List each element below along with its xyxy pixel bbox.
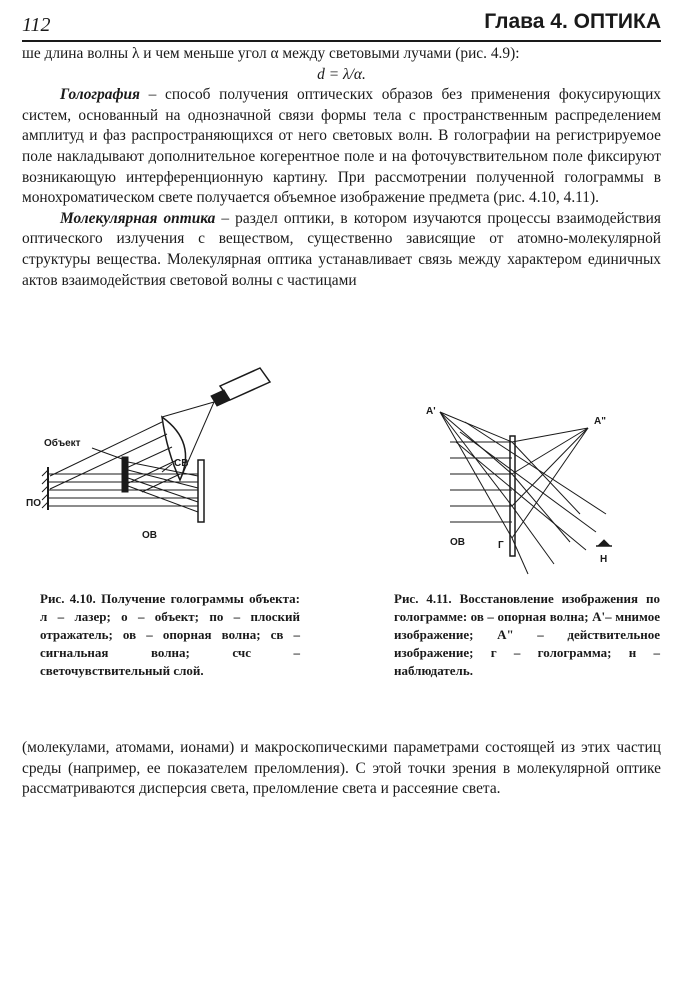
bottom-text-block (22, 738, 661, 800)
observer-eye-icon (598, 540, 610, 546)
real-image-ray (512, 428, 588, 538)
label-hologram: Г (498, 540, 504, 551)
paragraph-holography (22, 85, 661, 209)
caption-figure-4-10: Рис. 4.10. Получение голограммы объекта: л – лазер; о – объект; по – плоский отражатель; ов – опорная волна; св – сигнальная волна; счс – светочувствительный слой. (40, 591, 300, 678)
formula: d = λ/α. (317, 65, 366, 83)
virtual-image-ray (440, 412, 512, 538)
label-reference-wave: ОВ (142, 530, 157, 541)
signal-wave-ray (128, 470, 198, 488)
label-virtual-image: А' (426, 406, 436, 417)
term-holography: Голография (60, 86, 140, 104)
label-object: Объект (44, 438, 81, 449)
paragraph-continuation: (молекулами, атомами, ионами) и макроскопическими параметрами состоящей из этих частиц среды (например, ее показателем преломления). С этой точки зрения в молекулярной оптике рассматриваются дисперсия света, преломление света и рассеяние света. (22, 739, 661, 798)
label-real-image: А" (594, 416, 606, 427)
label-observer: Н (600, 554, 608, 565)
virtual-image-ray (440, 412, 512, 442)
laser-head (211, 390, 230, 406)
diverging-ray (512, 506, 554, 564)
page-header (22, 8, 661, 42)
chapter-title: Глава 4. ОПТИКА (484, 10, 661, 33)
page-number: 112 (22, 14, 51, 36)
figure-4-10-diagram (22, 362, 322, 567)
expander-lens (162, 417, 189, 480)
virtual-image-ray (440, 412, 512, 474)
object (122, 457, 128, 492)
label-reference-wave: ОВ (450, 537, 465, 548)
label-signal-wave: СВ (174, 458, 189, 469)
paragraph-molecular-optics (22, 209, 661, 291)
label-reflector: ПО (26, 498, 41, 509)
diverging-ray (512, 474, 570, 542)
beam-ray-upper (162, 402, 214, 417)
object-ray-1 (122, 447, 172, 470)
reference-ray-1 (50, 422, 162, 476)
term-molecular-optics: Молекулярная оптика (60, 209, 216, 227)
caption-figure-4-11: Рис. 4.11. Восстановление изображения по голограмме: ов – опорная волна; А'– мнимое изображение; А" – действительное изображение; г – голограмма; н – наблюдатель. (394, 591, 660, 678)
holography-text: – способ получения оптических образов без применения фокусирующих систем, основанный на однозначной связи формы тела с пространственным распределением амплитуд и фаз распространяющихся от него световых волн. В голографии на регистрируемое поле накладывают дополнительное когерентное поле и на фоточувствительном поле фиксируют возникающую интерференционную картину. При рассмотрении полученной голограммы в монохроматическом свете получается объемное изображение предмета (рис. 4.10, 4.11). (22, 86, 661, 207)
object-label-pointer (92, 448, 125, 460)
paragraph-continued: ше длина волны λ и чем меньше угол α между световыми лучами (рис. 4.9): (22, 45, 520, 62)
figure-4-11-diagram (420, 402, 670, 587)
molecular-optics-text: – раздел оптики, в котором изучаются процессы взаимодействия оптического излучения с веществом, существенно зависящие от атомно-молекулярной структуры вещества. Молекулярная оптика устанавливает связь между характером единичных актов взаимодействия световой волны с частицами (22, 209, 661, 289)
photosensitive-plate (198, 460, 204, 522)
through-ray (465, 422, 606, 514)
top-text-block (22, 44, 661, 291)
